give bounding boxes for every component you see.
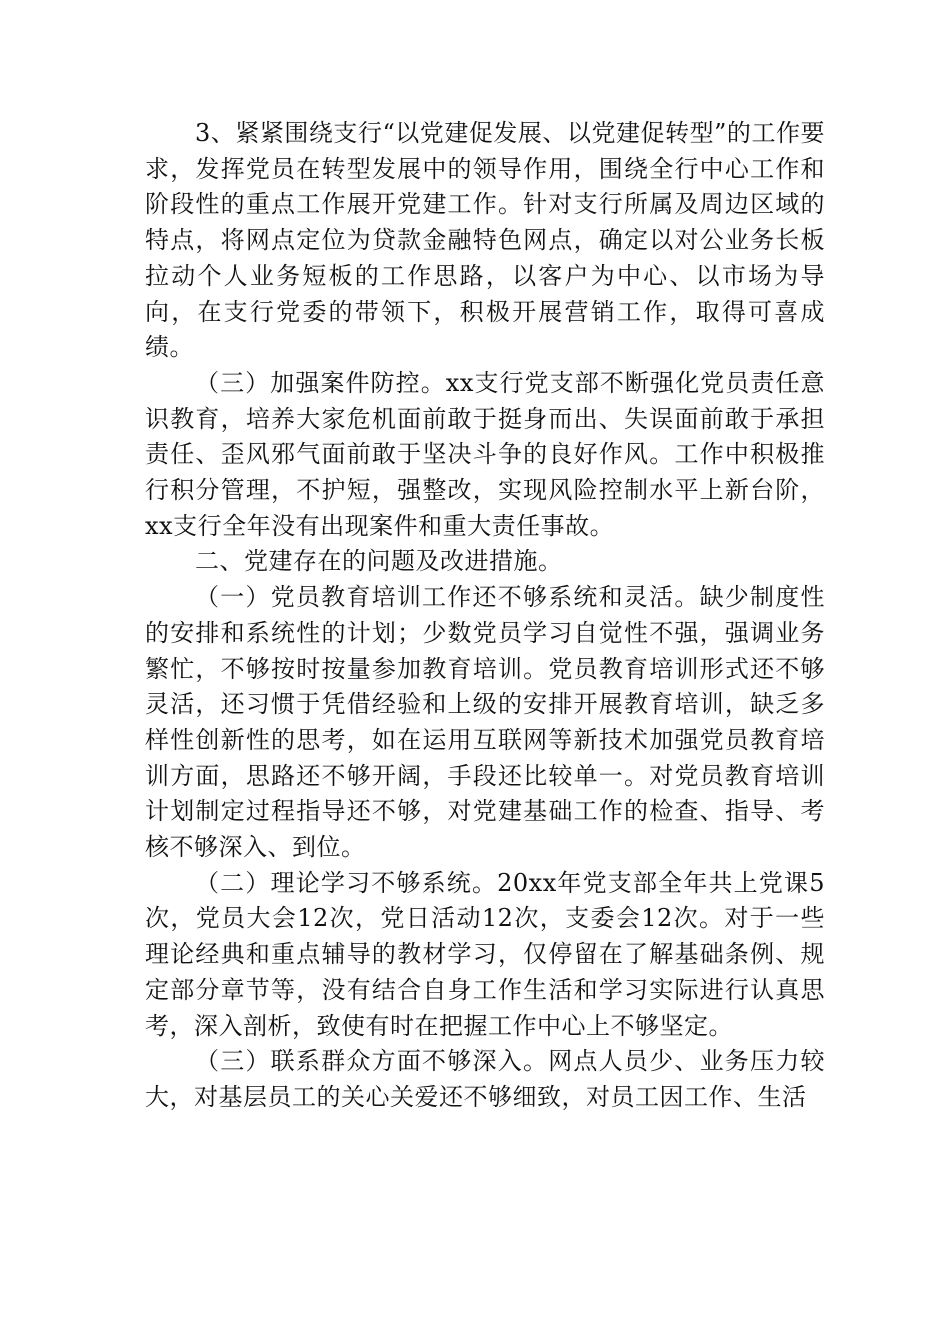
- document-body: [145, 116, 825, 1116]
- section-heading-problems: 二、党建存在的问题及改进措施。: [195, 547, 563, 576]
- paragraph-mass-contact: （三）联系群众方面不够深入。网点人员少、业务压力较大，对基层员工的关心关爱还不够细致，对员工因工作、生活: [145, 1047, 825, 1111]
- paragraph-case-prevention: （三）加强案件防控。xx支行党支部不断强化党员责任意识教育，培养大家危机面前敢于挺身而出、失误面前敢于承担责任、歪风邪气面前敢于坚决斗争的良好作风。工作中积极推行积分管理，不护短，强整改，实现风险控制水平上新台阶，xx支行全年没有出现案件和重大责任事故。: [145, 368, 825, 540]
- paragraph-work-requirements: 3、紧紧围绕支行“以党建促发展、以党建促转型”的工作要求，发挥党员在转型发展中的领导作用，围绕全行中心工作和阶段性的重点工作展开党建工作。针对支行所属及周边区域的特点，将网点定位为贷款金融特色网点，确定以对公业务长板拉动个人业务短板的工作思路，以客户为中心、以市场为导向，在支行党委的带领下，积极开展营销工作，取得可喜成绩。: [145, 119, 825, 362]
- paragraph-theory-study: （二）理论学习不够系统。20xx年党支部全年共上党课5次，党员大会12次，党日活动12次，支委会12次。对于一些理论经典和重点辅导的教材学习，仅停留在了解基础条例、规定部分章节等，没有结合自身工作生活和学习实际进行认真思考，深入剖析，致使有时在把握工作中心上不够坚定。: [145, 868, 825, 1040]
- paragraph-training-issues: （一）党员教育培训工作还不够系统和灵活。缺少制度性的安排和系统性的计划；少数党员学习自觉性不强，强调业务繁忙，不够按时按量参加教育培训。党员教育培训形式还不够灵活，还习惯于凭借经验和上级的安排开展教育培训，缺乏多样性创新性的思考，如在运用互联网等新技术加强党员教育培训方面，思路还不够开阔，手段还比较单一。对党员教育培训计划制定过程指导还不够，对党建基础工作的检查、指导、考核不够深入、到位。: [145, 583, 825, 862]
